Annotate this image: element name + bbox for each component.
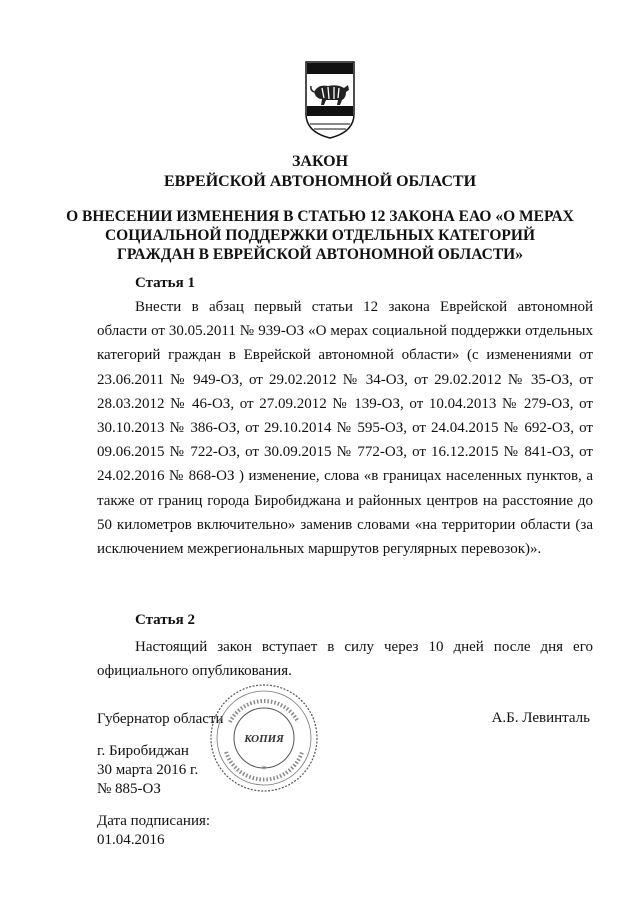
signing-city: г. Биробиджан (97, 743, 189, 759)
stamp-center-text: КОПИЯ (244, 733, 284, 745)
signing-date: 30 марта 2016 г. (97, 762, 199, 778)
coat-of-arms-emblem (302, 58, 358, 142)
article-2-heading: Статья 2 (135, 612, 195, 628)
law-title (0, 152, 640, 192)
signatory-name: А.Б. Левинталь (491, 710, 590, 726)
place-date-number (97, 742, 198, 799)
signed-block (97, 812, 210, 850)
signed-date: 01.04.2016 (97, 832, 165, 848)
article-2-text: Настоящий закон вступает в силу через 10 дней после дня его официального опубликования. (97, 639, 593, 680)
law-subject-line3: ГРАЖДАН В ЕВРЕЙСКОЙ АВТОНОМНОЙ ОБЛАСТИ» (117, 246, 523, 263)
law-subject (0, 207, 640, 264)
article-1-heading: Статья 1 (135, 275, 195, 291)
svg-text:*: * (261, 765, 267, 775)
article-1-body (97, 295, 593, 561)
copy-stamp (208, 682, 320, 794)
law-subject-line1: О ВНЕСЕНИИ ИЗМЕНЕНИЯ В СТАТЬЮ 12 ЗАКОНА ЕАО «О МЕРАХ (66, 208, 574, 225)
article-2-body (97, 635, 593, 683)
law-title-line2: ЕВРЕЙСКОЙ АВТОНОМНОЙ ОБЛАСТИ (163, 173, 477, 190)
law-title-line1: ЗАКОН (291, 153, 349, 170)
signatory-position: Губернатор области (97, 711, 224, 727)
law-subject-line2: СОЦИАЛЬНОЙ ПОДДЕРЖКИ ОТДЕЛЬНЫХ КАТЕГОРИЙ (104, 227, 536, 244)
article-1-text: Внести в абзац первый статьи 12 закона Еврейской автономной области от 30.05.2011 № 939-ОЗ «О мерах социальной поддержки отдельных категорий граждан в Еврейской автономной области» (с изменениями от 23.06.2011 № 949-ОЗ, от 29.02.2012 № 34-ОЗ, от 29.02.2012 № 35-ОЗ, от 28.03.2012 № 46-ОЗ, от 27.09.2012 № 139-ОЗ, от 10.04.2013 № 279-ОЗ, от 30.10.2013 № 386-ОЗ, от 29.10.2014 № 595-ОЗ, от 24.04.2015 № 692-ОЗ, от 09.06.2015 № 722-ОЗ, от 30.09.2015 № 772-ОЗ, от 16.12.2015 № 841-ОЗ, от 24.02.2016 № 868-ОЗ ) изменение, слова «в границах населенных пунктов, а также от границ города Биробиджана и районных центров на расстояние до 50 километров включительно» заменив словами «на территории области (за исключением межрегиональных маршрутов регулярных перевозок)». (97, 299, 593, 558)
signed-label: Дата подписания: (97, 813, 211, 829)
law-number: № 885-ОЗ (97, 781, 161, 797)
